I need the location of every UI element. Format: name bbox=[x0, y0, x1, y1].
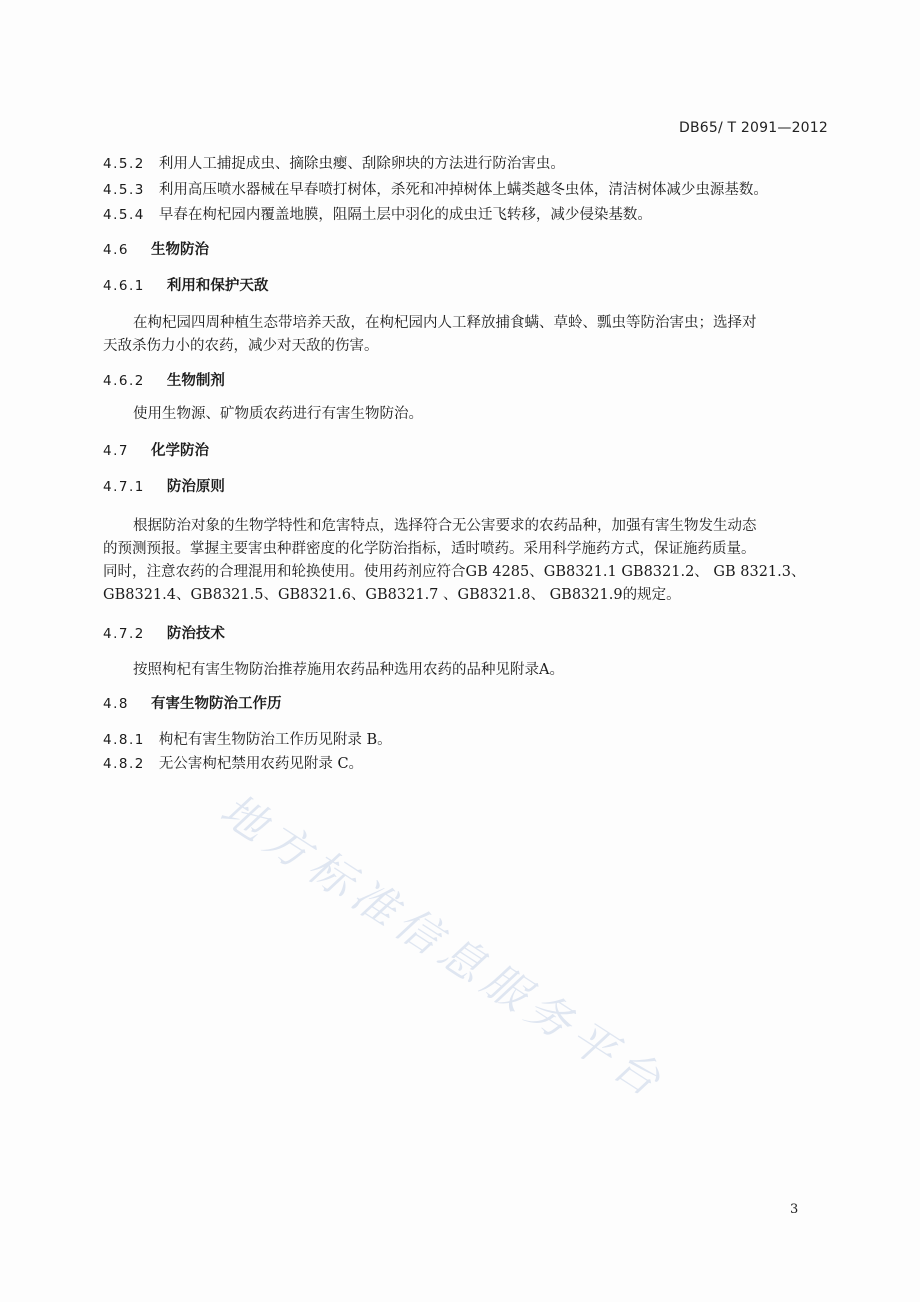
section-title: 利用和保护天敌 bbox=[166, 278, 269, 294]
clause-text: 无公害枸杞禁用农药见附录 C。 bbox=[158, 756, 364, 772]
section-number: 4.8 bbox=[103, 696, 129, 712]
section-title: 化学防治 bbox=[150, 443, 209, 459]
paragraph-line: 根据防治对象的生物学特性和危害特点，选择符合无公害要求的农药品种，加强有害生物发生动态 bbox=[133, 518, 757, 534]
clause-text: 利用高压喷水器械在早春喷打树体，杀死和冲掉树体上螨类越冬虫体，清洁树体减少虫源基数。 bbox=[158, 182, 768, 198]
clause-number: 4.5.2 bbox=[103, 156, 145, 172]
clause-number: 4.8.1 bbox=[103, 732, 145, 748]
section-title: 生物制剂 bbox=[166, 373, 225, 389]
section-4-7-2-heading bbox=[103, 624, 225, 644]
paragraph-line: 在枸杞园四周种植生态带培养天敌，在枸杞园内人工释放捕食螨、草蛉、瓢虫等防治害虫；选择对 bbox=[133, 315, 757, 331]
paragraph-line: 的预测预报。掌握主要害虫种群密度的化学防治指标，适时喷药。采用科学施药方式，保证施药质量。 bbox=[103, 541, 756, 557]
section-4-7-2-paragraph bbox=[103, 659, 825, 682]
paragraph-line: 按照枸杞有害生物防治推荐施用农药品种选用农药的品种见附录A。 bbox=[133, 662, 564, 678]
section-4-6-1-paragraph bbox=[103, 312, 825, 358]
section-number: 4.7.1 bbox=[103, 479, 145, 495]
section-4-6-heading bbox=[103, 240, 209, 260]
section-4-7-1-heading bbox=[103, 477, 225, 497]
section-4-7-heading bbox=[103, 441, 209, 461]
section-number: 4.6.1 bbox=[103, 278, 145, 294]
document-code: DB65/ T 2091—2012 bbox=[678, 120, 828, 136]
section-number: 4.6.2 bbox=[103, 373, 145, 389]
clause-number: 4.8.2 bbox=[103, 756, 145, 772]
section-4-6-2-paragraph bbox=[103, 403, 825, 426]
clause-4-5-4 bbox=[103, 205, 652, 225]
paragraph-line: 天敌杀伤力小的农药，减少对天敌的伤害。 bbox=[103, 338, 379, 354]
section-title: 防治原则 bbox=[166, 479, 225, 495]
clause-4-5-2 bbox=[103, 154, 565, 174]
page-number: 3 bbox=[790, 1202, 799, 1217]
section-title: 防治技术 bbox=[166, 626, 225, 642]
clause-text: 枸杞有害生物防治工作历见附录 B。 bbox=[158, 732, 392, 748]
section-title: 有害生物防治工作历 bbox=[150, 696, 282, 712]
clause-4-8-1 bbox=[103, 730, 392, 750]
section-4-6-1-heading bbox=[103, 276, 268, 296]
section-number: 4.6 bbox=[103, 242, 129, 258]
section-title: 生物防治 bbox=[150, 242, 209, 258]
paragraph-line: 同时，注意农药的合理混用和轮换使用。使用药剂应符合GB 4285、GB8321.1 GB8321.2、 GB 8321.3、 bbox=[103, 564, 806, 580]
clause-number: 4.5.3 bbox=[103, 182, 145, 198]
clause-text: 利用人工捕捉成虫、摘除虫瘿、刮除卵块的方法进行防治害虫。 bbox=[158, 156, 565, 172]
watermark-text: 地方标准信息服务平台 bbox=[211, 784, 676, 1111]
paragraph-line: 使用生物源、矿物质农药进行有害生物防治。 bbox=[133, 406, 423, 422]
section-number: 4.7.2 bbox=[103, 626, 145, 642]
section-4-8-heading bbox=[103, 694, 281, 714]
paragraph-line: GB8321.4、GB8321.5、GB8321.6、GB8321.7 、GB8321.8、 GB8321.9的规定。 bbox=[103, 587, 681, 603]
section-4-7-1-paragraph bbox=[103, 515, 825, 607]
clause-4-8-2 bbox=[103, 754, 363, 774]
clause-4-5-3 bbox=[103, 180, 768, 200]
section-4-6-2-heading bbox=[103, 371, 225, 391]
section-number: 4.7 bbox=[103, 443, 129, 459]
clause-number: 4.5.4 bbox=[103, 207, 145, 223]
clause-text: 早春在枸杞园内覆盖地膜，阻隔土层中羽化的成虫迁飞转移，减少侵染基数。 bbox=[158, 207, 652, 223]
